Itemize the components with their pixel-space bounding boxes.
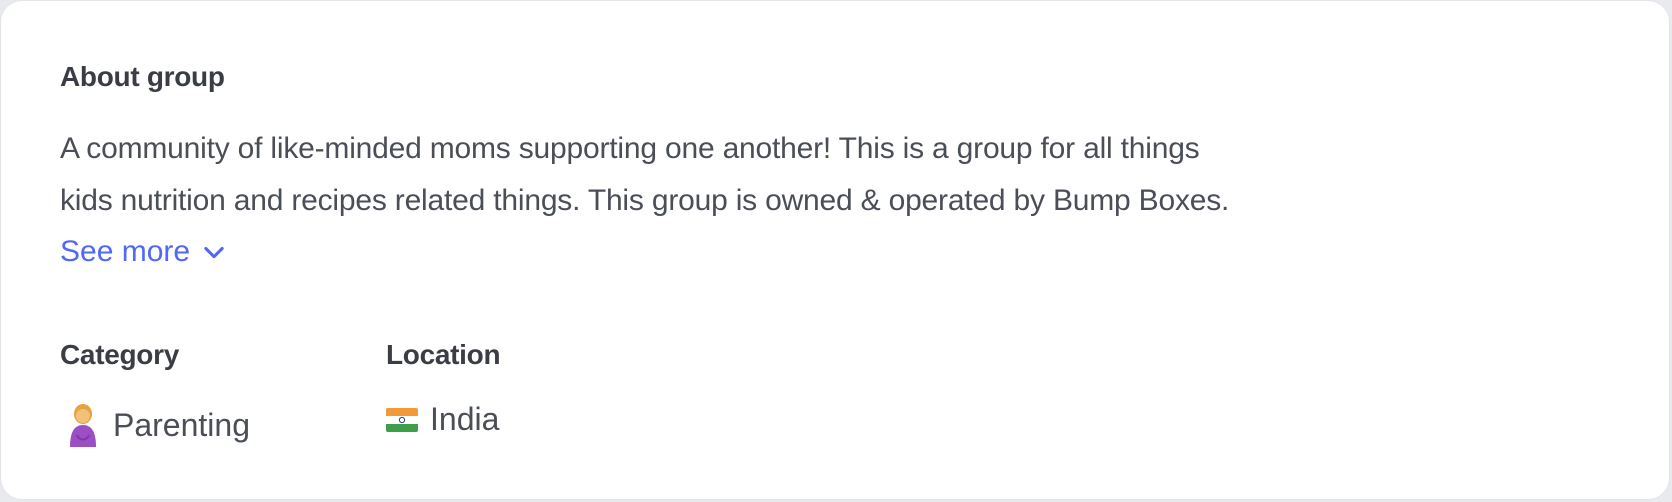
person-icon [65,401,101,449]
location-value-text: India [430,401,500,437]
see-more-label: See more [60,235,191,268]
location-label: Location [386,339,501,370]
group-description [60,123,1460,227]
group-description-line: A community of like-minded moms supporting one another! This is a group for all things [60,132,1200,165]
location-value [386,401,499,438]
india-flag-icon [386,408,418,432]
category-label: Category [60,339,179,370]
group-description-line: kids nutrition and recipes related things. This group is owned & operated by Bump Boxes. [60,184,1230,217]
category-value-text: Parenting [113,406,250,443]
chevron-down-icon [200,238,228,266]
see-more-button[interactable] [60,235,228,269]
about-group-heading: About group [60,61,225,92]
category-value [65,401,250,449]
